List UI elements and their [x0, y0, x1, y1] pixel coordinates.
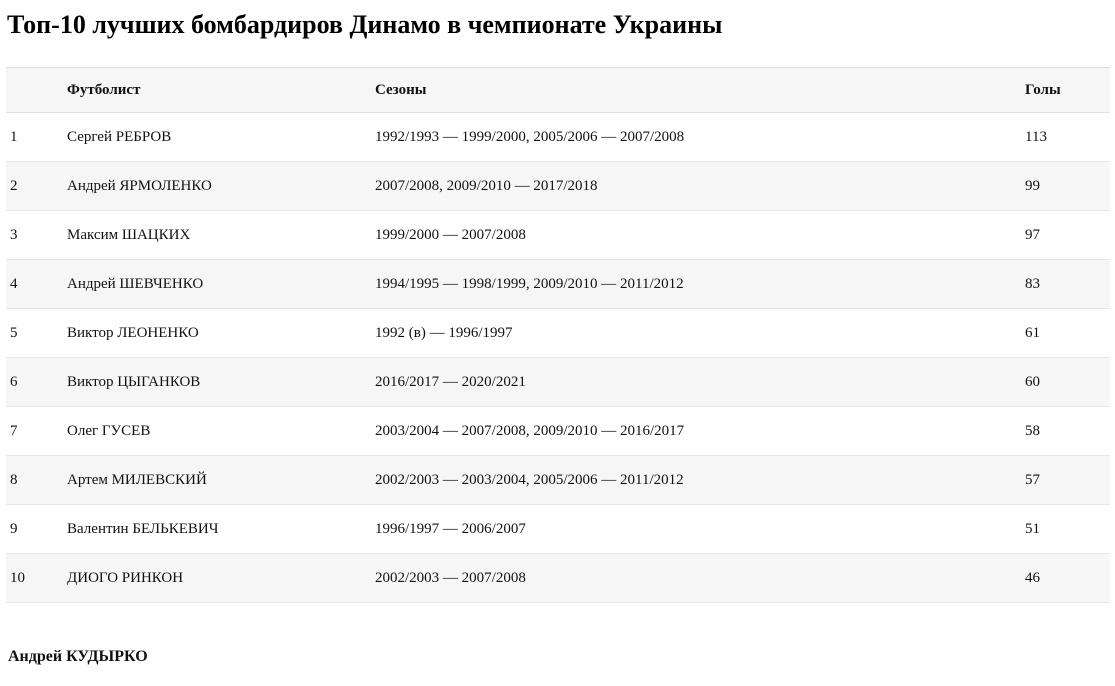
- player-cell: Артем МИЛЕВСКИЙ: [59, 455, 367, 504]
- table-head: [6, 67, 1110, 112]
- player-cell: Валентин БЕЛЬКЕВИЧ: [59, 504, 367, 553]
- header-seasons: Сезоны: [367, 67, 1017, 112]
- seasons-cell: 1996/1997 — 2006/2007: [367, 504, 1017, 553]
- rank-cell: 3: [6, 210, 59, 259]
- goals-cell: 60: [1017, 357, 1110, 406]
- table-row: [6, 112, 1110, 161]
- goals-cell: 46: [1017, 553, 1110, 602]
- goals-cell: 57: [1017, 455, 1110, 504]
- page-title: Топ-10 лучших бомбардиров Динамо в чемпионате Украины: [7, 10, 723, 39]
- header-rank: [6, 67, 59, 112]
- rank-cell: 8: [6, 455, 59, 504]
- top-scorers-table: [6, 67, 1110, 603]
- table-row: [6, 406, 1110, 455]
- goals-cell: 61: [1017, 308, 1110, 357]
- goals-cell: 58: [1017, 406, 1110, 455]
- header-player: Футболист: [59, 67, 367, 112]
- rank-cell: 4: [6, 259, 59, 308]
- table-row: [6, 504, 1110, 553]
- goals-cell: 113: [1017, 112, 1110, 161]
- player-cell: Виктор ЛЕОНЕНКО: [59, 308, 367, 357]
- seasons-cell: 2007/2008, 2009/2010 — 2017/2018: [367, 161, 1017, 210]
- rank-cell: 5: [6, 308, 59, 357]
- seasons-cell: 2002/2003 — 2003/2004, 2005/2006 — 2011/2012: [367, 455, 1017, 504]
- goals-cell: 51: [1017, 504, 1110, 553]
- player-cell: ДИОГО РИНКОН: [59, 553, 367, 602]
- seasons-cell: 1999/2000 — 2007/2008: [367, 210, 1017, 259]
- table-row: [6, 259, 1110, 308]
- rank-cell: 2: [6, 161, 59, 210]
- rank-cell: 10: [6, 553, 59, 602]
- author-byline: Андрей КУДЫРКО: [8, 647, 148, 665]
- player-cell: Андрей ЯРМОЛЕНКО: [59, 161, 367, 210]
- player-cell: Андрей ШЕВЧЕНКО: [59, 259, 367, 308]
- table-row: [6, 455, 1110, 504]
- rank-cell: 9: [6, 504, 59, 553]
- table-header-row: [6, 67, 1110, 112]
- seasons-cell: 1994/1995 — 1998/1999, 2009/2010 — 2011/2012: [367, 259, 1017, 308]
- header-goals: Голы: [1017, 67, 1110, 112]
- table-row: [6, 308, 1110, 357]
- rank-cell: 1: [6, 112, 59, 161]
- seasons-cell: 2003/2004 — 2007/2008, 2009/2010 — 2016/2017: [367, 406, 1017, 455]
- table-row: [6, 553, 1110, 602]
- player-cell: Виктор ЦЫГАНКОВ: [59, 357, 367, 406]
- goals-cell: 97: [1017, 210, 1110, 259]
- rank-cell: 7: [6, 406, 59, 455]
- rank-cell: 6: [6, 357, 59, 406]
- seasons-cell: 1992/1993 — 1999/2000, 2005/2006 — 2007/2008: [367, 112, 1017, 161]
- table-row: [6, 161, 1110, 210]
- seasons-cell: 2016/2017 — 2020/2021: [367, 357, 1017, 406]
- seasons-cell: 2002/2003 — 2007/2008: [367, 553, 1017, 602]
- goals-cell: 99: [1017, 161, 1110, 210]
- table-row: [6, 210, 1110, 259]
- table-body: [6, 112, 1110, 602]
- article-page: [0, 9, 1115, 686]
- goals-cell: 83: [1017, 259, 1110, 308]
- player-cell: Сергей РЕБРОВ: [59, 112, 367, 161]
- table-row: [6, 357, 1110, 406]
- player-cell: Максим ШАЦКИХ: [59, 210, 367, 259]
- seasons-cell: 1992 (в) — 1996/1997: [367, 308, 1017, 357]
- player-cell: Олег ГУСЕВ: [59, 406, 367, 455]
